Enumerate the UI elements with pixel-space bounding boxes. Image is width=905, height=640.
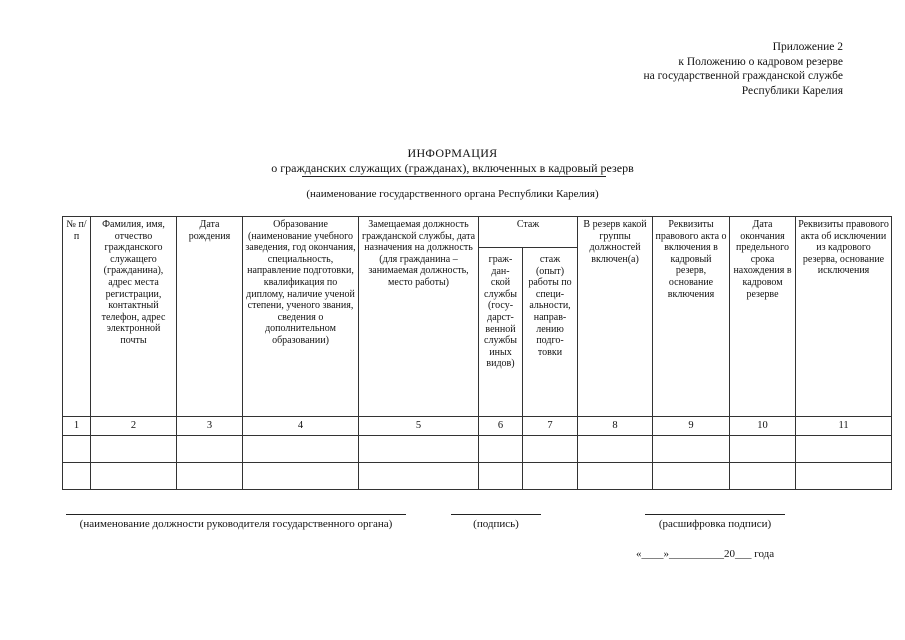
table-cell [653, 463, 730, 490]
signature-sign-caption: (подпись) [473, 518, 519, 530]
column-number: 9 [653, 417, 730, 436]
header-act-exclusion: Реквизиты правового акта об исключении из кадрового резерва, основание исключения [796, 217, 892, 417]
table-cell [523, 463, 578, 490]
header-education: Образование (наименование учебного заведения, год окончания, специальность, направление подготовки, квалификация по диплому, наличие ученой степени, ученого звания, сведения о дополнительном образовании) [243, 217, 359, 417]
appendix-line: к Положению о кадровом резерве [678, 55, 843, 68]
signature-decode [640, 514, 790, 530]
table-cell [243, 463, 359, 490]
table-cell [177, 436, 243, 463]
column-number: 4 [243, 417, 359, 436]
column-number: 1 [63, 417, 91, 436]
header-reserve-group: В резерв какой группы должностей включен(а) [578, 217, 653, 417]
header-birth-date: Дата рождения [177, 217, 243, 417]
table-cell [578, 436, 653, 463]
table-cell [359, 436, 479, 463]
appendix-line: Республики Карелия [741, 84, 843, 97]
title-main: ИНФОРМАЦИЯ [407, 146, 498, 160]
column-number: 10 [730, 417, 796, 436]
table-cell [243, 436, 359, 463]
column-number: 6 [479, 417, 523, 436]
header-fio: Фамилия, имя, отчество гражданского служащего (гражданина), адрес места регистрации, контактный телефон, адрес электронной почты [91, 217, 177, 417]
table-cell [177, 463, 243, 490]
column-number: 2 [91, 417, 177, 436]
table-cell [91, 463, 177, 490]
table-cell [578, 463, 653, 490]
header-act-inclusion: Реквизиты правового акта о включения в кадровый резерв, основание включения [653, 217, 730, 417]
signature-line [451, 514, 541, 515]
table-cell [479, 436, 523, 463]
signature-sign [450, 514, 542, 530]
header-position: Замещаемая должность гражданской службы, дата назначения на должность (для гражданина – занимаемая должность, место работы) [359, 217, 479, 417]
table-row [63, 463, 892, 490]
title-subtitle: о гражданских служащих (гражданах), включенных в кадровый резерв [271, 161, 634, 175]
column-number: 3 [177, 417, 243, 436]
signature-decode-caption: (расшифровка подписи) [658, 518, 772, 530]
column-number: 5 [359, 417, 479, 436]
table-cell [730, 463, 796, 490]
table-cell [63, 463, 91, 490]
appendix-block [643, 40, 843, 98]
table-row [63, 436, 892, 463]
header-num: № п/п [63, 217, 91, 417]
column-number: 8 [578, 417, 653, 436]
header-end-date: Дата окончания предельного срока нахождения в кадровом резерве [730, 217, 796, 417]
appendix-line: Приложение 2 [772, 41, 843, 53]
date-line: «____»__________20___ года [636, 548, 775, 560]
column-number: 11 [796, 417, 892, 436]
table-cell [796, 463, 892, 490]
table-cell [359, 463, 479, 490]
column-number-row [63, 417, 892, 436]
signature-head-caption: (наименование должности руководителя государственного органа) [79, 518, 393, 530]
table-cell [653, 436, 730, 463]
signature-head-position [64, 514, 408, 530]
reserve-table [62, 216, 892, 490]
table-cell [91, 436, 177, 463]
table-cell [523, 436, 578, 463]
table-cell [479, 463, 523, 490]
column-number: 7 [523, 417, 578, 436]
signature-line [645, 514, 785, 515]
header-stazh-specialty: стаж (опыт) работы по специ- альности, направ- лению подго- товки [523, 248, 578, 417]
org-name-caption: (наименование государственного органа Республики Карелия) [306, 188, 599, 200]
signature-line [66, 514, 406, 515]
table-cell [796, 436, 892, 463]
header-stazh: Стаж [479, 217, 578, 248]
document-title [0, 146, 905, 176]
table-cell [63, 436, 91, 463]
appendix-line: на государственной гражданской службе [643, 70, 843, 82]
header-stazh-civil: граж- дан- ской службы (госу- дарст- венной службы иных видов) [479, 248, 523, 417]
table-cell [730, 436, 796, 463]
org-name-line [302, 176, 606, 177]
